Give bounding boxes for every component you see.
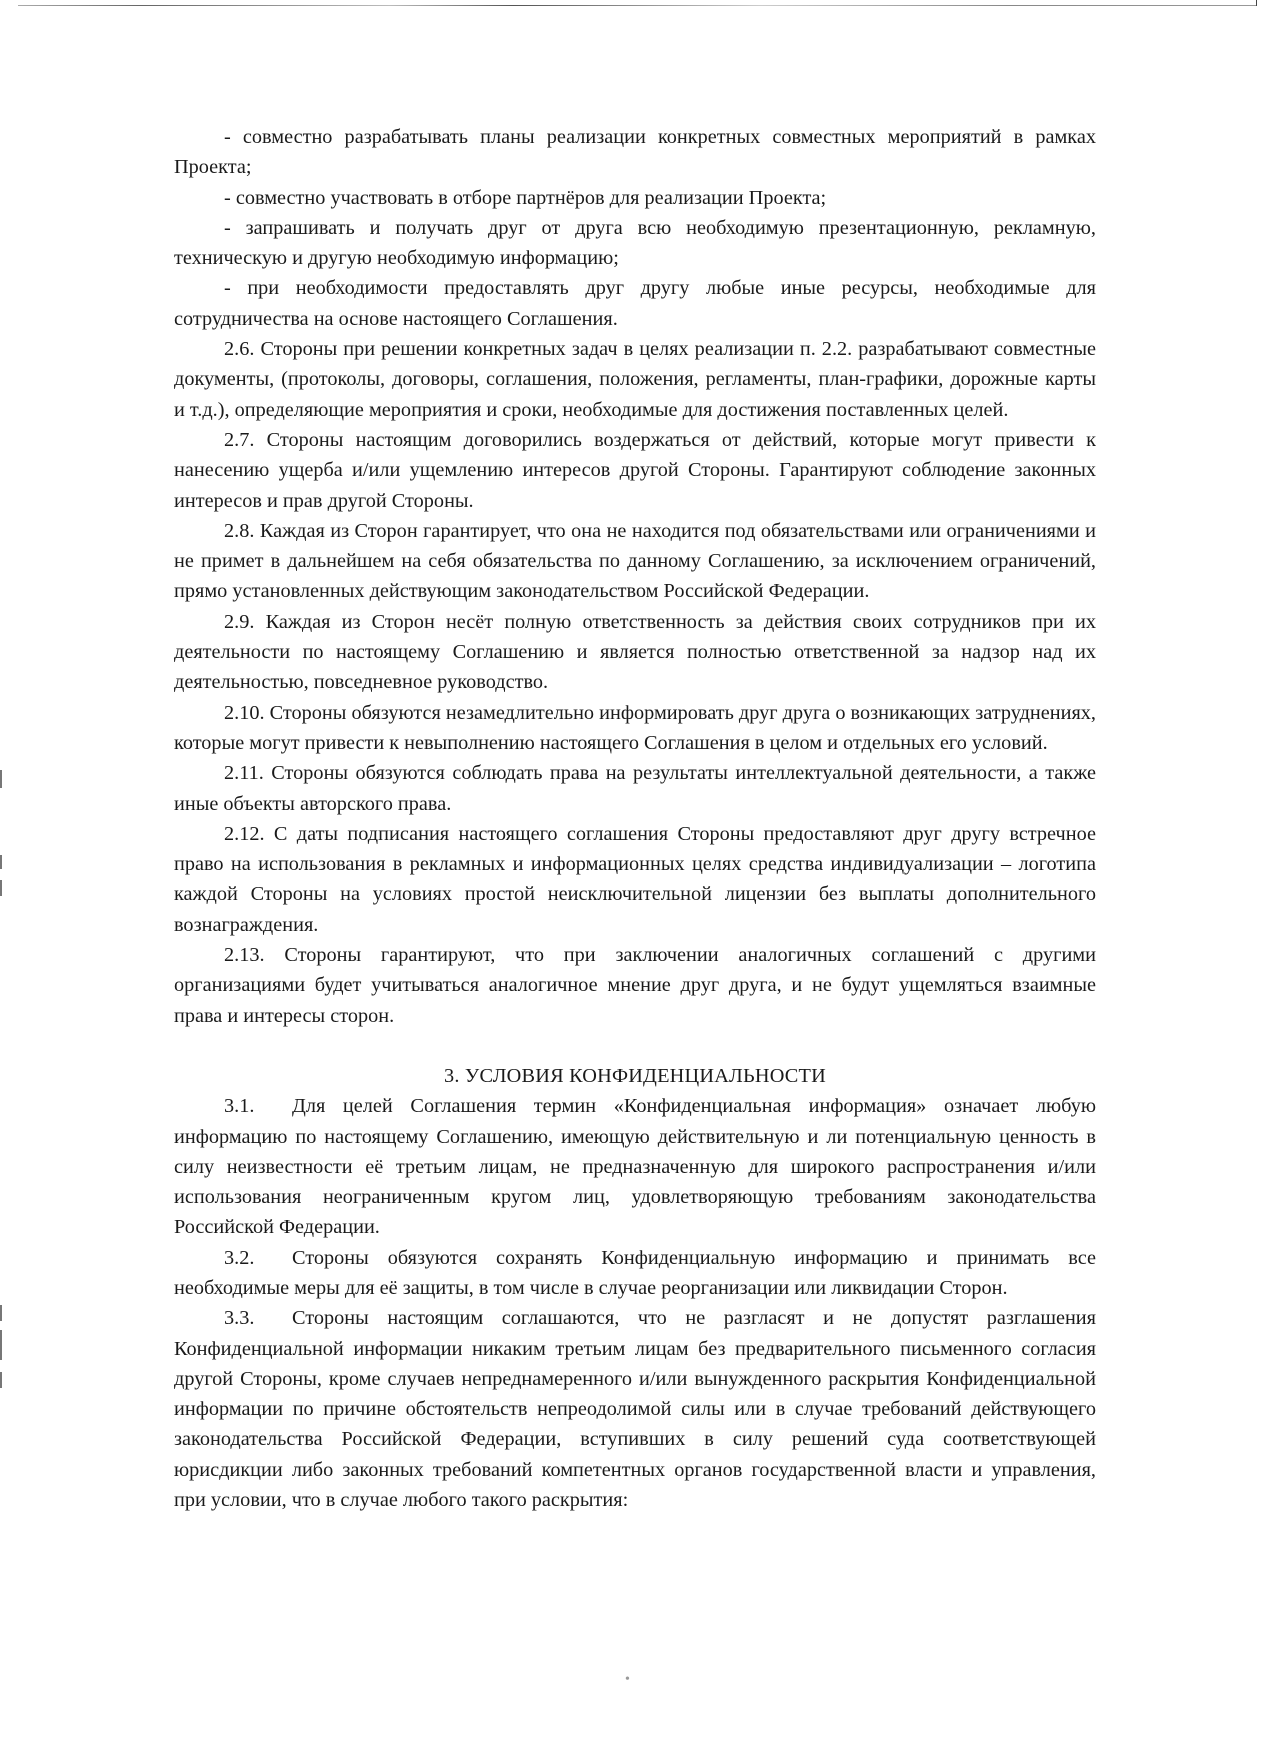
clause-2-6: 2.6. Стороны при решении конкретных задач в целях реализации п. 2.2. разрабатывают совместные документы, (протоколы, договоры, соглашения, положения, регламенты, план-графики, дорожные карты и т.д.), определяющие мероприятия и сроки, необходимые для достижения поставленных целей. xyxy=(174,338,1096,421)
scan-margin-mark xyxy=(0,855,2,869)
bullet-partners: - совместно участвовать в отборе партнёров для реализации Проекта; xyxy=(224,186,827,209)
scan-speck: • xyxy=(625,1672,630,1687)
clause-2-12: 2.12. С даты подписания настоящего соглашения Стороны предоставляют друг другу встречное право на использования в рекламных и информационных целях средства индивидуализации – логотипа каждой Стороны на условиях простой неисключительной лицензии без выплаты дополнительного вознаграждения. xyxy=(174,822,1096,936)
document-page xyxy=(174,122,1096,1515)
scan-margin-mark xyxy=(0,1330,2,1360)
clause-2-8: 2.8. Каждая из Сторон гарантирует, что она не находится под обязательствами или ограничениями и не примет в дальнейшем на себя обязательства по данному Соглашению, за исключением ограничений, прямо установленных действующим законодательством Российской Федерации. xyxy=(174,519,1096,603)
clause-2-11: 2.11. Стороны обязуются соблюдать права на результаты интеллектуальной деятельности, а также иные объекты авторского права. xyxy=(174,762,1096,815)
scan-margin-mark xyxy=(0,1372,2,1388)
bullet-information: - запрашивать и получать друг от друга всю необходимую презентационную, рекламную, техническую и другую необходимую информацию; xyxy=(174,216,1096,270)
scan-margin-mark xyxy=(0,880,2,896)
clause-2-13: 2.13. Стороны гарантируют, что при заключении аналогичных соглашений с другими организациями будет учитываться аналогичное мнение друг друга, и не будут ущемляться взаимные права и интересы сторон. xyxy=(174,944,1096,1027)
clause-text: Стороны настоящим соглашаются, что не разгласят и не допустят разглашения Конфиденциальной информации никаким третьим лицам без предварительного письменного согласия другой Стороны, кроме случаев непреднамеренного и/или вынужденного раскрытия Конфиденциальной информации по причине обстоятельств непреодолимой силы или в случае требований действующего законодательства Российской Федерации, вступивших в силу решений суда соответствующей юрисдикции либо законных требований компетентных органов государственной власти и управления, при условии, что в случае любого такого раскрытия: xyxy=(174,1307,1096,1512)
bullet-plans: - совместно разрабатывать планы реализации конкретных совместных мероприятий в рамках Проекта; xyxy=(174,126,1096,179)
clause-number: 3.3. xyxy=(224,1307,255,1330)
scan-top-edge-line xyxy=(18,5,1256,6)
clause-2-10: 2.10. Стороны обязуются незамедлительно информировать друг друга о возникающих затруднениях, которые могут привести к невыполнению настоящего Соглашения в целом и отдельных его условий. xyxy=(174,701,1096,754)
clause-3-3 xyxy=(174,1303,1096,1515)
clause-3-2 xyxy=(174,1243,1096,1304)
clause-text: Стороны обязуются сохранять Конфиденциальную информацию и принимать все необходимые меры для её защиты, в том числе в случае реорганизации или ликвидации Сторон. xyxy=(174,1246,1096,1299)
clause-2-9: 2.9. Каждая из Сторон несёт полную ответственность за действия своих сотрудников при их деятельности по настоящему Соглашению и является полностью ответственной за надзор над их деятельностью, повседневное руководство. xyxy=(174,610,1096,694)
clause-2-7: 2.7. Стороны настоящим договорились воздержаться от действий, которые могут привести к нанесению ущерба и/или ущемлению интересов другой Стороны. Гарантируют соблюдение законных интересов и прав другой Стороны. xyxy=(174,428,1096,512)
clause-number: 3.2. xyxy=(224,1246,255,1269)
clause-number: 3.1. xyxy=(224,1095,255,1118)
scan-corner-mark xyxy=(1256,0,1257,6)
clause-text: Для целей Соглашения термин «Конфиденциальная информация» означает любую информацию по настоящему Соглашению, имеющую действительную и ли потенциальную ценность в силу неизвестности её третьим лицам, не предназначенную для широкого распространения и/или использования неограниченным кругом лиц, удовлетворяющую требованиям законодательства Российской Федерации. xyxy=(174,1095,1096,1239)
scan-margin-mark xyxy=(0,770,2,788)
bullet-resources: - при необходимости предоставлять друг другу любые иные ресурсы, необходимые для сотрудничества на основе настоящего Соглашения. xyxy=(174,277,1096,330)
scan-margin-mark xyxy=(0,1305,2,1321)
clause-3-1 xyxy=(174,1091,1096,1242)
section-3-heading: 3. УСЛОВИЯ КОНФИДЕНЦИАЛЬНОСТИ xyxy=(444,1064,826,1087)
